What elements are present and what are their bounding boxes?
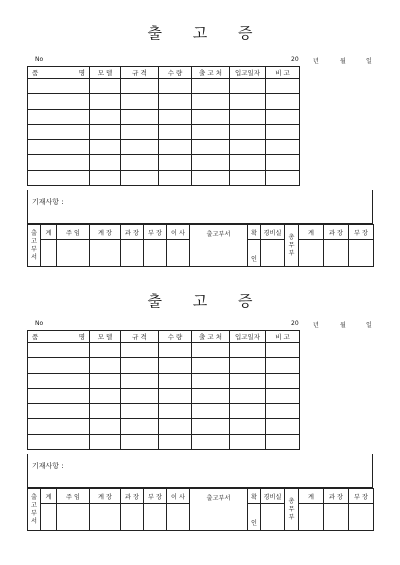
- table-row[interactable]: [28, 155, 374, 170]
- sign-box[interactable]: [144, 240, 167, 267]
- items-table: [27, 330, 374, 450]
- release-dept-field[interactable]: [190, 225, 248, 267]
- sign-box[interactable]: [349, 240, 374, 267]
- ga-role-manager: 과 장: [324, 489, 349, 504]
- form-title: 출 고 증: [147, 24, 266, 42]
- year-label: 년: [313, 58, 319, 65]
- role-manager: 과 장: [121, 225, 144, 240]
- table-row[interactable]: [28, 124, 374, 139]
- col-header-product-name: 품 명: [28, 331, 90, 343]
- confirm-label-bottom: 인: [248, 240, 261, 267]
- table-row[interactable]: [28, 140, 374, 155]
- sign-box[interactable]: [57, 240, 90, 267]
- col-header-model: 모 델: [90, 331, 121, 343]
- role-dept-head: 부 장: [144, 489, 167, 504]
- table-row[interactable]: [28, 404, 374, 419]
- security-office-label: 경비실: [261, 489, 285, 504]
- role-manager: 과 장: [121, 489, 144, 504]
- col-header-destination: 출 고 처: [192, 331, 230, 343]
- role-clerk: 계: [41, 489, 57, 504]
- role-chief: 주 임: [57, 225, 90, 240]
- sign-box[interactable]: [121, 240, 144, 267]
- table-row[interactable]: [28, 170, 374, 185]
- form-title: 출 고 증: [147, 292, 266, 310]
- sign-box[interactable]: [167, 240, 190, 267]
- sign-box[interactable]: [41, 240, 57, 267]
- role-section-chief: 계 장: [90, 225, 121, 240]
- col-header-destination: 출 고 처: [192, 67, 230, 79]
- table-row[interactable]: [28, 373, 374, 388]
- sign-box[interactable]: [90, 504, 121, 531]
- role-chief: 주 임: [57, 489, 90, 504]
- table-row[interactable]: [28, 419, 374, 434]
- notes-field[interactable]: [27, 190, 373, 224]
- general-affairs-label: 총 무 부: [285, 489, 299, 531]
- sign-box[interactable]: [261, 240, 285, 267]
- table-row[interactable]: [28, 94, 374, 109]
- release-dept-label: 출고부서: [206, 495, 231, 502]
- role-director: 이 사: [167, 225, 190, 240]
- sign-box[interactable]: [299, 504, 324, 531]
- col-header-quantity: 수 량: [159, 67, 192, 79]
- role-clerk: 계: [41, 225, 57, 240]
- col-header-receipt-date: 입고일자: [230, 331, 266, 343]
- items-table: [27, 66, 374, 186]
- month-label: 월: [340, 58, 346, 65]
- col-header-spec: 규 격: [121, 331, 159, 343]
- sign-box[interactable]: [57, 504, 90, 531]
- ga-role-manager: 과 장: [324, 225, 349, 240]
- col-header-spec: 규 격: [121, 67, 159, 79]
- table-row[interactable]: [28, 109, 374, 124]
- confirm-label-bottom: 인: [248, 504, 261, 531]
- no-label: No: [35, 56, 44, 63]
- table-row[interactable]: [28, 79, 374, 94]
- col-header-remarks: 비 고: [266, 67, 300, 79]
- release-dept-label: 출고부서: [206, 231, 231, 238]
- notes-label: 기재사항 :: [32, 198, 64, 206]
- sign-box[interactable]: [90, 240, 121, 267]
- table-row[interactable]: [28, 343, 374, 358]
- sign-box[interactable]: [41, 504, 57, 531]
- day-label: 일: [366, 322, 372, 329]
- col-header-remarks: 비 고: [266, 331, 300, 343]
- role-dept-head: 부 장: [144, 225, 167, 240]
- sign-box[interactable]: [167, 504, 190, 531]
- role-director: 이 사: [167, 489, 190, 504]
- security-office-label: 경비실: [261, 225, 285, 240]
- release-dept-field[interactable]: [190, 489, 248, 531]
- sign-box[interactable]: [144, 504, 167, 531]
- ga-role-clerk: 계: [299, 489, 324, 504]
- year-label: 년: [313, 322, 319, 329]
- sign-box[interactable]: [324, 240, 349, 267]
- sign-box[interactable]: [349, 504, 374, 531]
- sign-box[interactable]: [299, 240, 324, 267]
- sign-box[interactable]: [121, 504, 144, 531]
- day-label: 일: [366, 58, 372, 65]
- col-header-receipt-date: 입고일자: [230, 67, 266, 79]
- no-label: No: [35, 320, 44, 327]
- ga-role-dept-head: 부 장: [349, 489, 374, 504]
- year-prefix: 20: [291, 56, 299, 63]
- col-header-quantity: 수 량: [159, 331, 192, 343]
- confirm-label-top: 확: [248, 225, 261, 240]
- table-row[interactable]: [28, 388, 374, 403]
- release-dept-stamp-label: 출 고 부 서: [28, 225, 41, 267]
- col-header-model: 모 델: [90, 67, 121, 79]
- sign-box[interactable]: [261, 504, 285, 531]
- notes-field[interactable]: [27, 454, 373, 488]
- approval-table: [27, 488, 374, 531]
- table-header-row: [28, 67, 374, 79]
- date-line: [27, 320, 373, 330]
- confirm-label-top: 확: [248, 489, 261, 504]
- table-row[interactable]: [28, 358, 374, 373]
- month-label: 월: [340, 322, 346, 329]
- approval-table: [27, 224, 374, 267]
- year-prefix: 20: [291, 320, 299, 327]
- date-line: [27, 56, 373, 66]
- notes-label: 기재사항 :: [32, 462, 64, 470]
- sign-box[interactable]: [324, 504, 349, 531]
- table-header-row: [28, 331, 374, 343]
- col-header-product-name: 품 명: [28, 67, 90, 79]
- role-section-chief: 계 장: [90, 489, 121, 504]
- release-dept-stamp-label: 출 고 부 서: [28, 489, 41, 531]
- ga-role-clerk: 계: [299, 225, 324, 240]
- general-affairs-label: 총 무 부: [285, 225, 299, 267]
- table-row[interactable]: [28, 434, 374, 449]
- ga-role-dept-head: 부 장: [349, 225, 374, 240]
